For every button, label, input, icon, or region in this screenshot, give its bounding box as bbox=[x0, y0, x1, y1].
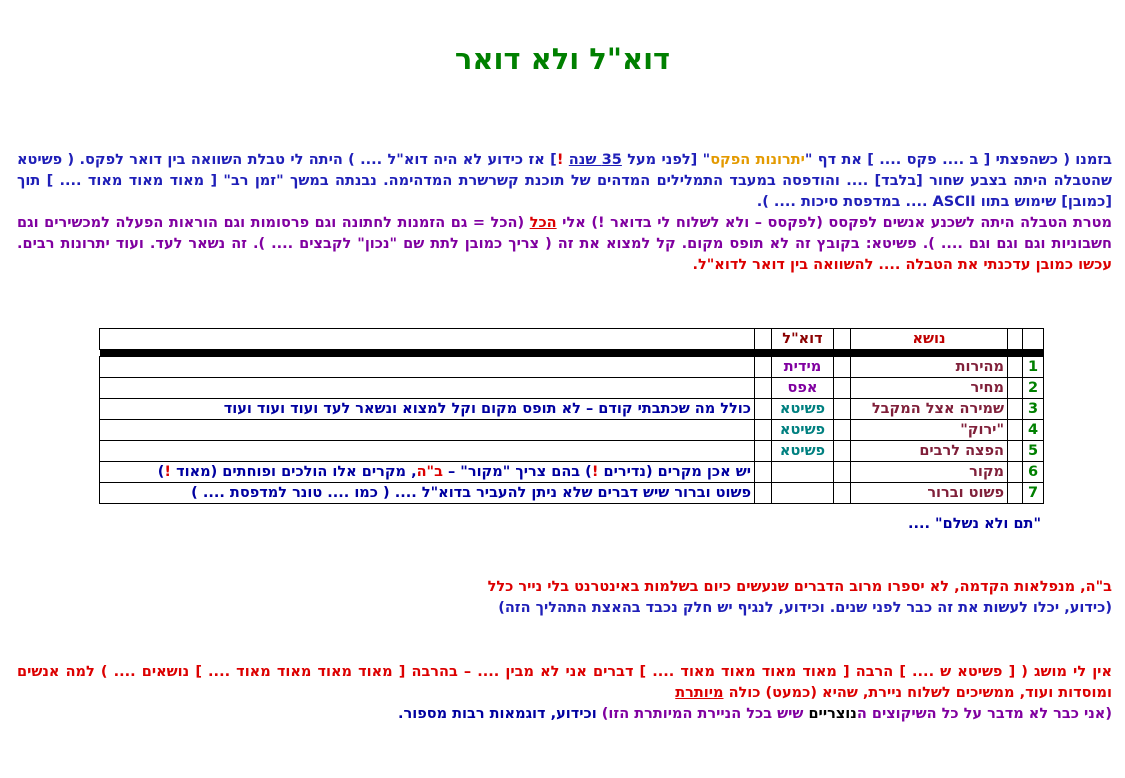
header-num-cell bbox=[1023, 329, 1044, 350]
row-note bbox=[100, 378, 755, 399]
table-row bbox=[100, 462, 1044, 483]
intro-text: " [לפני מעל bbox=[621, 152, 711, 168]
para3-unnecessary: מיותרת bbox=[675, 685, 724, 701]
row-number: 1 bbox=[1023, 357, 1044, 378]
header-note-cell bbox=[100, 329, 755, 350]
row-number: 5 bbox=[1023, 441, 1044, 462]
closing-line: "תם ולא נשלם" .... bbox=[907, 516, 1041, 532]
row-topic: הפצה לרבים bbox=[851, 441, 1008, 462]
row-number: 6 bbox=[1023, 462, 1044, 483]
table-row bbox=[100, 357, 1044, 378]
para3-text: (אני כבר לא מדבר על כל השיקוצים ה bbox=[856, 706, 1112, 722]
row-note: כולל מה שכתבתי קודם – לא תופס מקום וקל למצוא ונשאר לעד ועוד ועוד ועוד bbox=[100, 399, 755, 420]
row-topic: "ירוק" bbox=[851, 420, 1008, 441]
row-note bbox=[100, 441, 755, 462]
row-email-value: אפס bbox=[772, 378, 834, 399]
intro-paragraph bbox=[17, 150, 1112, 276]
row-email-value: מידית bbox=[772, 357, 834, 378]
row-email-value bbox=[772, 462, 834, 483]
intro-text-red: עכשו כמובן עדכנתי את הטבלה .... להשוואה בין דואר לדוא"ל. bbox=[692, 257, 1112, 273]
row-number: 7 bbox=[1023, 483, 1044, 504]
page-title: דוא"ל ולא דואר bbox=[454, 42, 671, 76]
intro-page-link-text: יתרונות הפקס bbox=[710, 152, 805, 168]
intro-all: הכל bbox=[529, 215, 557, 231]
header-empty-cell bbox=[755, 329, 772, 350]
intro-years: 35 שנה bbox=[568, 152, 622, 168]
header-empty-cell bbox=[834, 329, 851, 350]
para2-line1: ב"ה, מנפלאות הקדמה, לא יספרו מרוב הדברים שנעשים כיום בשלמות באינטרנט בלי נייר כלל bbox=[487, 579, 1112, 595]
row-number: 4 bbox=[1023, 420, 1044, 441]
para3-christian: נוצריים bbox=[808, 706, 857, 722]
table-header-row bbox=[100, 329, 1044, 350]
header-email: דוא"ל bbox=[782, 331, 823, 347]
para2-line2: (כידוע, יכלו לעשות את זה כבר לפני שנים. וכידוע, לנגיף יש חלק נכבד בהאצת התהליך הזה) bbox=[498, 600, 1112, 616]
para3-text: שיש בכל הניירת המיותרת הזו) bbox=[596, 706, 809, 722]
row-topic: מחיר bbox=[851, 378, 1008, 399]
table-row bbox=[100, 483, 1044, 504]
table-row bbox=[100, 420, 1044, 441]
row-note: פשוט וברור שיש דברים שלא ניתן להעביר בדוא"ל .... ( כמו .... טונר למדפסת .... ) bbox=[100, 483, 755, 504]
table-row bbox=[100, 441, 1044, 462]
row-number: 3 bbox=[1023, 399, 1044, 420]
intro-text: בזמנו ( כשהפצתי [ ב .... פקס .... ] את דף " bbox=[804, 152, 1112, 168]
row-topic: מקור bbox=[851, 462, 1008, 483]
header-topic: נושא bbox=[912, 331, 946, 347]
row-number: 2 bbox=[1023, 378, 1044, 399]
second-paragraph bbox=[17, 577, 1112, 619]
row-topic: פשוט וברור bbox=[851, 483, 1008, 504]
intro-exclaim: ! bbox=[556, 152, 564, 168]
row-topic: שמירה אצל המקבל bbox=[851, 399, 1008, 420]
table-row bbox=[100, 399, 1044, 420]
row-email-value: פשיטא bbox=[772, 420, 834, 441]
comparison-table bbox=[99, 328, 1044, 504]
header-separator bbox=[100, 350, 1044, 357]
table-row bbox=[100, 378, 1044, 399]
third-paragraph bbox=[17, 662, 1112, 725]
row-topic: מהירות bbox=[851, 357, 1008, 378]
para3-text: אין לי מושג ( [ פשיטא ש .... ] הרבה [ מאוד מאוד מאוד מאוד .... ] דברים אני לא מבין .... – בהרבה [ מאוד מאוד מאוד מאוד .... ] נושאים .... ) למה אנשים ומוסדות ועוד, ממשיכים לשלוח ניירת, שהיא (כמעט) כולה bbox=[17, 664, 1112, 701]
intro-text: (הכל = גם הזמנות לחתונה וגם פרסומות וגם הוראות הפעלה למכשירים וגם חשבוניות וגם וגם וגם .... ). פשיטא: בקובץ זה לא תופס מקום. קל למצוא את זה ( צריך כמובן לתת שם "נכון" לקבצים .... ). זה נשאר לעד. ועוד יתרונות רבים. bbox=[17, 215, 1112, 252]
row-email-value: פשיטא bbox=[772, 441, 834, 462]
intro-text: מטרת הטבלה היתה לשכנע אנשים לפקסס (לפקסס – ולא לשלוח לי בדואר !) אלי bbox=[556, 215, 1112, 231]
row-note bbox=[100, 357, 755, 378]
row-note bbox=[100, 420, 755, 441]
row-note: יש אכן מקרים (נדירים !) בהם צריך "מקור" – ב"ה, מקרים אלו הולכים ופוחתים (מאוד !) bbox=[100, 462, 755, 483]
row-email-value bbox=[772, 483, 834, 504]
para3-text: וכידוע, דוגמאות רבות מספור. bbox=[398, 706, 597, 722]
row-email-value: פשיטא bbox=[772, 399, 834, 420]
intro-text: ] אז כידוע לא היה דוא"ל .... ) היתה לי טבלת השוואה בין דואר לפקס. ( פשיטא שהטבלה היתה בצבע שחור [בלבד] .... והודפסה במעבד התמלילים המדהים של תוכנת קשרשרת המדהימה. נבנתה במשך "זמן רב" [ מאוד מאוד מאוד .... ] תוך [כמובן] שימוש בתוו ASCII .... במדפסת סיכות .... ). bbox=[17, 152, 1112, 210]
header-empty-cell bbox=[1008, 329, 1023, 350]
